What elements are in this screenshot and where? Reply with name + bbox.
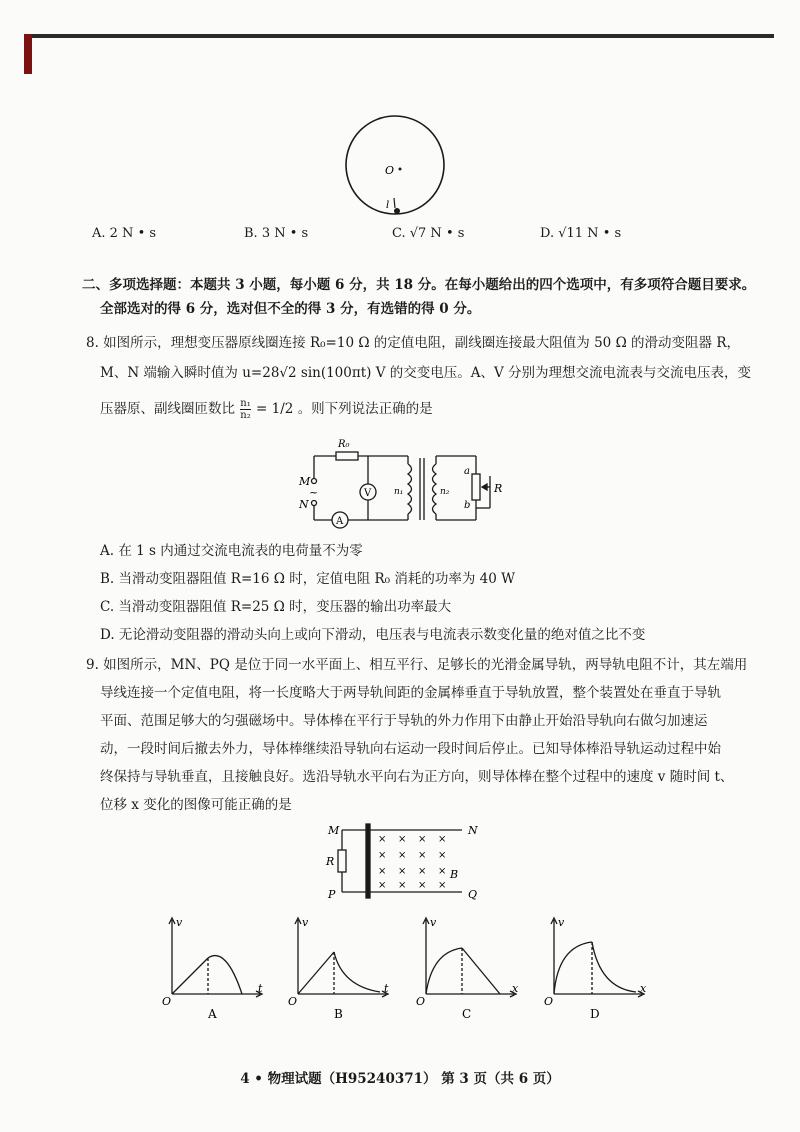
q8-option-a: A. 在 1 s 内通过交流电流表的电荷量不为零 [100, 543, 363, 559]
q8-option-b: B. 当滑动变阻器阻值 R=16 Ω 时，定值电阻 R₀ 消耗的功率为 40 W [100, 571, 516, 587]
field-cross: × [438, 850, 447, 861]
q9-graph-b-x-axis: t [384, 982, 389, 995]
field-cross: × [438, 880, 447, 891]
q9-n-label: N [468, 824, 478, 837]
q8-line1: 8. 如图所示，理想变压器原线圈连接 R₀=10 Ω 的定值电阻，副线圈连接最大阻值为 50 Ω 的滑动变阻器 R， [86, 335, 741, 351]
q8-line3 [100, 398, 790, 421]
field-cross: × [398, 866, 407, 877]
q8-option-d: D. 无论滑动变阻器的滑动头向上或向下滑动，电压表与电流表示数变化量的绝对值之比不变 [100, 627, 646, 643]
q9-graph-d-y-axis: v [558, 916, 565, 929]
q9-graph-a-label: A [208, 1007, 217, 1021]
section2-heading-line2: 全部选对的得 6 分，选对但不全的得 3 分，有选错的得 0 分。 [100, 301, 481, 317]
q8-m-label: M [299, 475, 311, 488]
q8-b-label: b [464, 500, 471, 511]
q8-ratio-numerator: n₁ [240, 398, 251, 409]
q9-rail-figure [322, 820, 492, 904]
q8-circuit-diagram [296, 436, 506, 532]
q8-a-label: a [464, 466, 470, 477]
field-cross: × [418, 880, 427, 891]
field-cross: × [418, 834, 427, 845]
page-footer: 4 • 物理试题（H95240371） 第 3 页（共 6 页） [240, 1071, 560, 1087]
q9-b-label: B [450, 868, 459, 881]
q9-line3: 平面、范围足够大的匀强磁场中。导体棒在平行于导轨的外力作用下由静止开始沿导轨向右做匀加速运 [100, 713, 708, 729]
q9-p-label: P [328, 888, 336, 901]
field-cross: × [418, 850, 427, 861]
q8-n1-label: n₁ [394, 487, 404, 497]
q8-n-label: N [299, 498, 309, 511]
q9-line4: 动，一段时间后撤去外力，导体棒继续沿导轨向右运动一段时间后停止。已知导体棒沿导轨运动过程中始 [100, 741, 721, 757]
q9-line2: 导线连接一个定值电阻，将一长度略大于两导轨间距的金属棒垂直于导轨放置，整个装置处在垂直于导轨 [100, 685, 721, 701]
q9-q-label: Q [468, 888, 478, 901]
scan-edge-top [26, 34, 774, 38]
field-cross: × [438, 866, 447, 877]
q9-line1: 9. 如图所示，MN、PQ 是位于同一水平面上、相互平行、足够长的光滑金属导轨，两导轨电阻不计，其左端用 [86, 657, 748, 673]
q7-center-label: O [385, 164, 395, 177]
field-cross: × [398, 880, 407, 891]
field-cross: × [378, 866, 387, 877]
field-cross: × [398, 850, 407, 861]
q9-line6: 位移 x 变化的图像可能正确的是 [100, 797, 292, 813]
q8-voltmeter-label: V [364, 488, 372, 499]
q7-circle-figure [340, 112, 450, 222]
q9-graph-b-origin: O [288, 995, 298, 1008]
q8-line2: M、N 端输入瞬时值为 u=28√2 sin(100πt) V 的交变电压。A、V 分别为理想交流电流表与交流电压表，变 [100, 365, 752, 381]
field-cross: × [378, 850, 387, 861]
q9-graph-c-origin: O [416, 995, 426, 1008]
q8-line3-post: 。则下列说法正确的是 [297, 401, 433, 417]
q9-graph-a [160, 912, 270, 1024]
field-cross: × [378, 880, 387, 891]
q9-graph-d-label: D [590, 1007, 600, 1021]
field-cross: × [378, 834, 387, 845]
field-cross: × [438, 834, 447, 845]
q9-graph-c [414, 912, 524, 1024]
field-cross: × [418, 866, 427, 877]
q8-option-c: C. 当滑动变阻器阻值 R=25 Ω 时，变压器的输出功率最大 [100, 599, 452, 615]
q8-turns-ratio [240, 398, 250, 421]
q9-graph-a-origin: O [162, 995, 172, 1008]
q9-graph-c-label: C [462, 1007, 472, 1021]
q9-graph-c-x-axis: x [512, 982, 519, 995]
q9-graph-b [286, 912, 396, 1024]
q8-ammeter-label: A [336, 516, 344, 527]
q9-line5: 终保持与导轨垂直，且接触良好。选沿导轨水平向右为正方向，则导体棒在整个过程中的速度 v 随时间 t、 [100, 769, 734, 785]
scan-edge-left [24, 34, 32, 74]
q7-option-d: D. √11 N • s [540, 226, 622, 241]
q9-graph-b-y-axis: v [302, 916, 309, 929]
q8-ratio-denominator: n₂ [240, 410, 251, 421]
q8-tilde-label: ~ [309, 486, 319, 499]
q9-graph-a-x-axis: t [258, 982, 263, 995]
q7-option-a: A. 2 N • s [92, 226, 157, 241]
q7-point-label: l [386, 200, 390, 211]
q9-graph-d-x-axis: x [640, 982, 647, 995]
q9-r-label: R [326, 855, 335, 868]
section2-heading-line1: 二、多项选择题：本题共 3 小题，每小题 6 分，共 18 分。在每小题给出的四个选项中，有多项符合题目要求。 [82, 277, 756, 293]
q8-ratio-value: = 1/2 [256, 401, 294, 417]
q9-graph-b-label: B [334, 1007, 343, 1021]
q8-r-label: R [494, 482, 503, 495]
q9-m-label: M [328, 824, 340, 837]
q8-line3-pre: 压器原、副线圈匝数比 [100, 401, 235, 417]
q8-n2-label: n₂ [440, 487, 450, 497]
q9-graph-d-origin: O [544, 995, 554, 1008]
q9-graph-a-y-axis: v [176, 916, 183, 929]
q9-graph-c-y-axis: v [430, 916, 437, 929]
q8-r0-label: R₀ [338, 439, 350, 450]
field-cross: × [398, 834, 407, 845]
q9-graph-d [542, 912, 652, 1024]
q7-option-b: B. 3 N • s [244, 226, 309, 241]
q7-option-c: C. √7 N • s [392, 226, 465, 241]
q9-magnetic-field-crosses [378, 834, 446, 891]
